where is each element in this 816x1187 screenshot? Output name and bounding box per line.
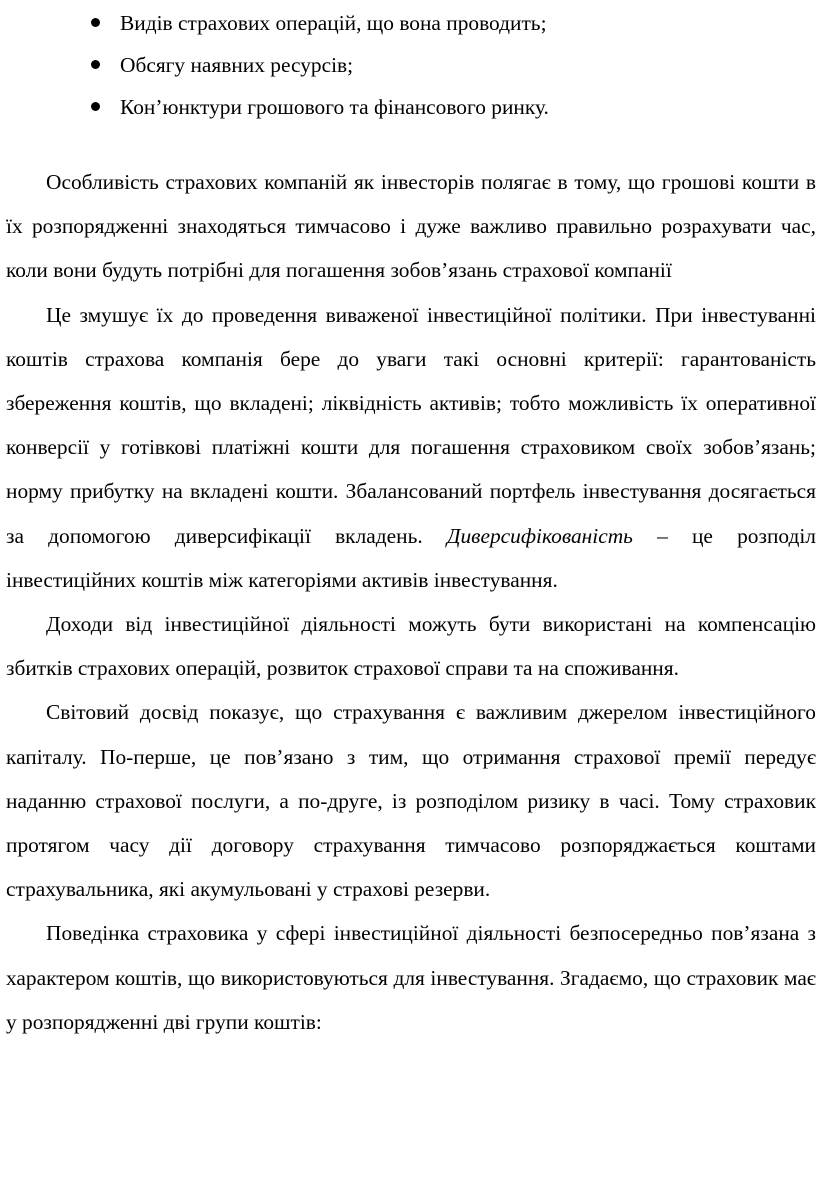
list-item-text: Видів страхових операцій, що вона проводить; [120, 11, 547, 35]
term-diversification: Диверсифікованість [446, 523, 633, 548]
list-item [6, 2, 816, 44]
bullet-icon [91, 60, 100, 69]
bullet-list [6, 0, 816, 128]
list-item [6, 44, 816, 86]
paragraph-insurer-behavior: Поведінка страховика у сфері інвестиційної діяльності безпосередньо пов’язана з характером коштів, що використовуються для інвестування. Згадаємо, що страховик має у розпорядженні дві групи коштів: [6, 921, 816, 1034]
paragraph-world-experience: Світовий досвід показує, що страхування є важливим джерелом інвестиційного капіталу. По-перше, це пов’язано з тим, що отримання страхової премії передує наданню страхової послуги, а по-друге, із розподілом ризику в часі. Тому страховик протягом часу дії договору страхування тимчасово розпоряджається коштами страхувальника, які акумульовані у страхові резерви. [6, 700, 816, 902]
bullet-icon [91, 18, 100, 27]
paragraph-text: – це розподіл інвестиційних коштів між категоріями активів інвестування. [6, 523, 816, 592]
list-item-text: Обсягу наявних ресурсів; [120, 53, 354, 77]
list-item-text: Кон’юнктури грошового та фінансового ринку. [120, 95, 549, 119]
paragraph-insurers-as-investors: Особливість страхових компаній як інвесторів полягає в тому, що грошові кошти в їх розпорядженні знаходяться тимчасово і дуже важливо правильно розрахувати час, коли вони будуть потрібні для погашення зобов’язань страхової компанії [6, 170, 816, 283]
paragraph-investment-income: Доходи від інвестиційної діяльності можуть бути використані на компенсацію збитків страхових операцій, розвиток страхової справи та на споживання. [6, 612, 816, 681]
document-page [6, 0, 816, 1044]
paragraph-investment-criteria [6, 293, 816, 602]
list-item [6, 86, 816, 128]
bullet-icon [91, 102, 100, 111]
paragraph-text: Це змушує їх до проведення виваженої інвестиційної політики. При інвестуванні коштів страхова компанія бере до уваги такі основні критерії: гарантованість збереження коштів, що вкладені; ліквідність активів; тобто можливість їх оперативної конверсії у готівкові платіжні кошти для погашення страховиком своїх зобов’язань; норму прибутку на вкладені кошти. Збалансований портфель інвестування досягається за допомогою диверсифікації вкладень. [6, 302, 816, 548]
